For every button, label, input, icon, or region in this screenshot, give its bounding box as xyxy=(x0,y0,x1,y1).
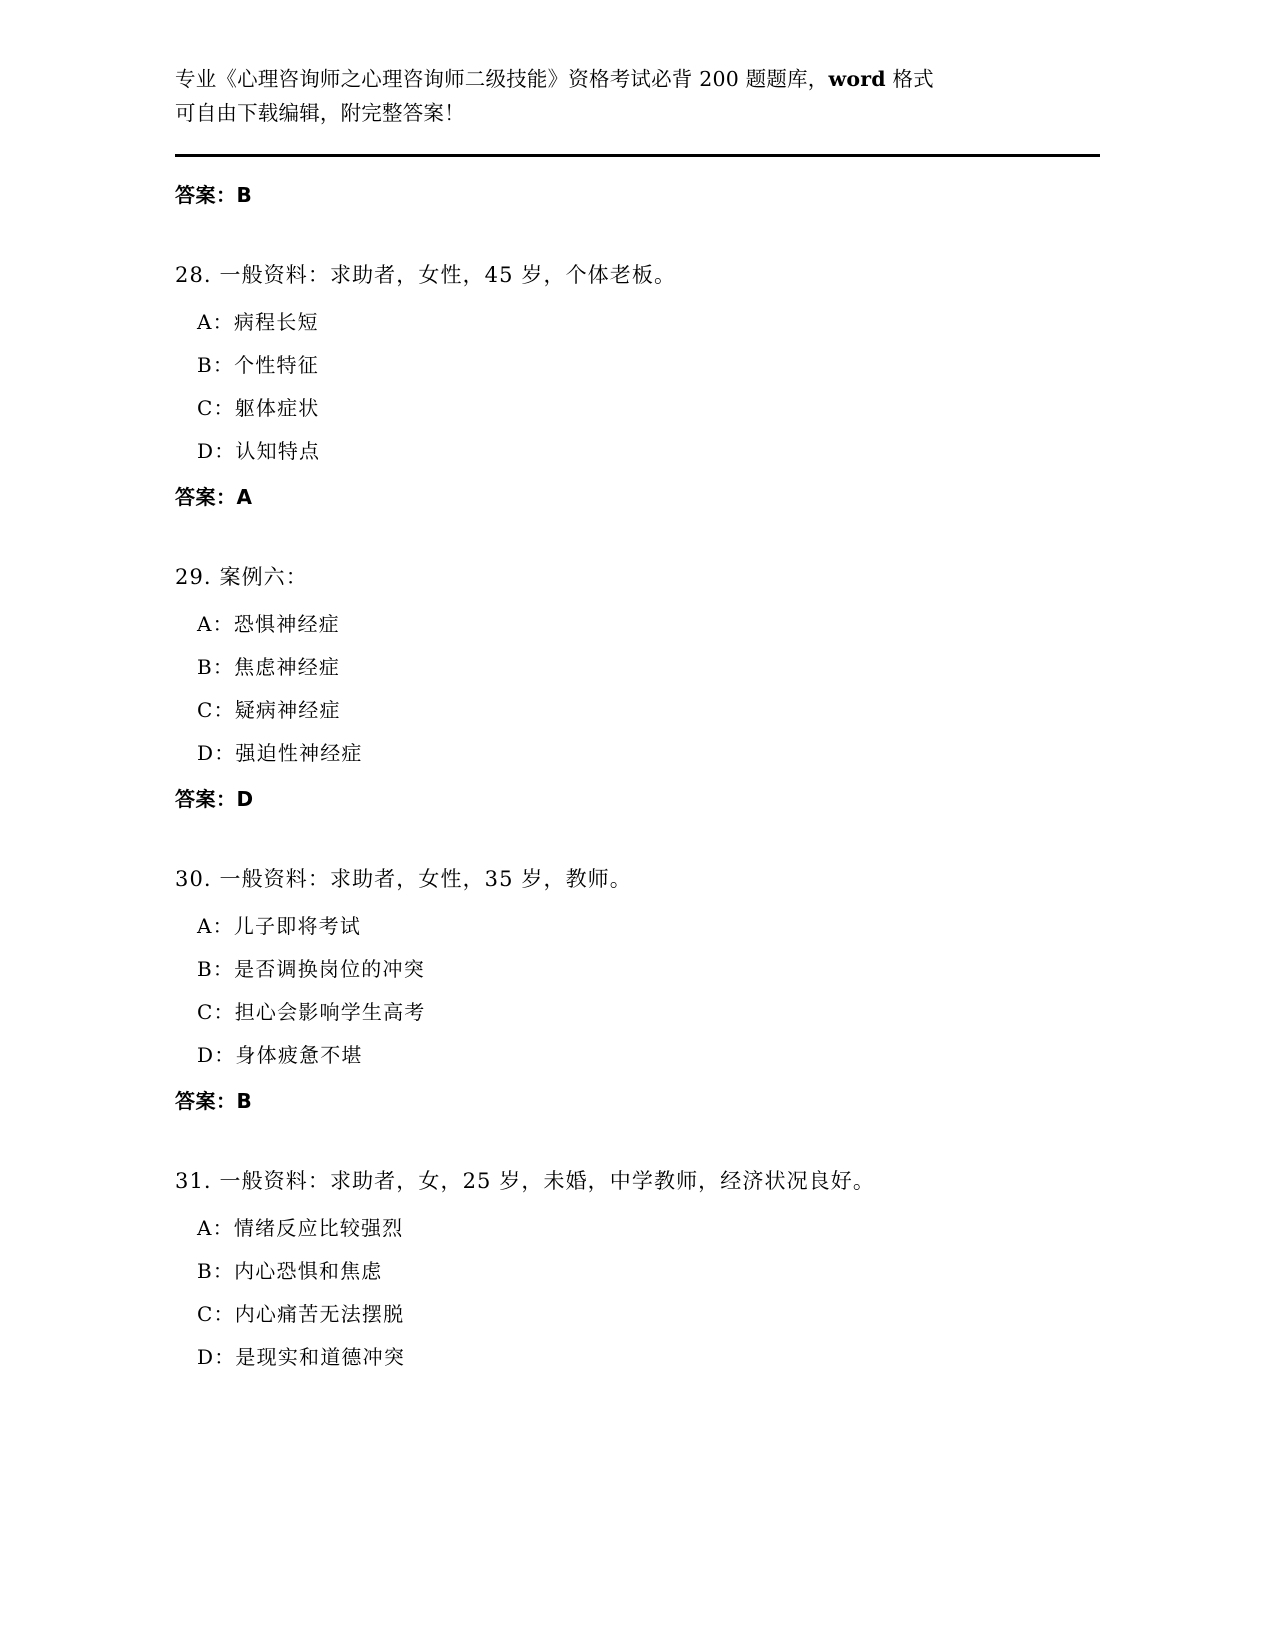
option-c: C：疑病神经症 xyxy=(197,698,341,722)
answer-line: 答案：D xyxy=(175,787,254,811)
question-block xyxy=(175,257,1100,515)
answer-line: 答案：A xyxy=(175,485,253,509)
option-b: B：是否调换岗位的冲突 xyxy=(197,957,425,981)
option-a: A：儿子即将考试 xyxy=(197,914,362,938)
option-b: B：内心恐惧和焦虑 xyxy=(197,1259,383,1283)
page-header xyxy=(175,62,1100,130)
option-b: B：焦虑神经症 xyxy=(197,655,341,679)
question-stem: 30. 一般资料：求助者，女性，35 岁，教师。 xyxy=(175,867,632,891)
option-b: B：个性特征 xyxy=(197,353,319,377)
header-divider xyxy=(175,154,1100,157)
header-line2: 可自由下载编辑，附完整答案！ xyxy=(175,101,465,125)
header-line1-bold: word xyxy=(828,67,886,91)
header-line1-part2: 格式 xyxy=(885,67,934,91)
option-d: D：认知特点 xyxy=(197,439,321,463)
question-stem: 28. 一般资料：求助者，女性，45 岁，个体老板。 xyxy=(175,263,677,287)
option-c: C：内心痛苦无法摆脱 xyxy=(197,1302,405,1326)
option-c: C：躯体症状 xyxy=(197,396,320,420)
question-block xyxy=(175,861,1100,1119)
question-block xyxy=(175,559,1100,817)
option-a: A：病程长短 xyxy=(197,310,319,334)
document-body xyxy=(175,177,1100,1379)
question-stem: 29. 案例六： xyxy=(175,565,308,589)
answer-line: 答案：B xyxy=(175,1089,253,1113)
option-c: C：担心会影响学生高考 xyxy=(197,1000,426,1024)
option-a: A：恐惧神经症 xyxy=(197,612,340,636)
answer-line-top: 答案：B xyxy=(175,183,253,207)
option-d: D：是现实和道德冲突 xyxy=(197,1345,406,1369)
header-line1-part1: 专业《心理咨询师之心理咨询师二级技能》资格考试必背 200 题题库， xyxy=(175,67,829,91)
question-stem: 31. 一般资料：求助者，女，25 岁，未婚，中学教师，经济状况良好。 xyxy=(175,1169,875,1193)
option-d: D：强迫性神经症 xyxy=(197,741,363,765)
option-a: A：情绪反应比较强烈 xyxy=(197,1216,404,1240)
question-block xyxy=(175,1163,1100,1379)
option-d: D：身体疲惫不堪 xyxy=(197,1043,363,1067)
